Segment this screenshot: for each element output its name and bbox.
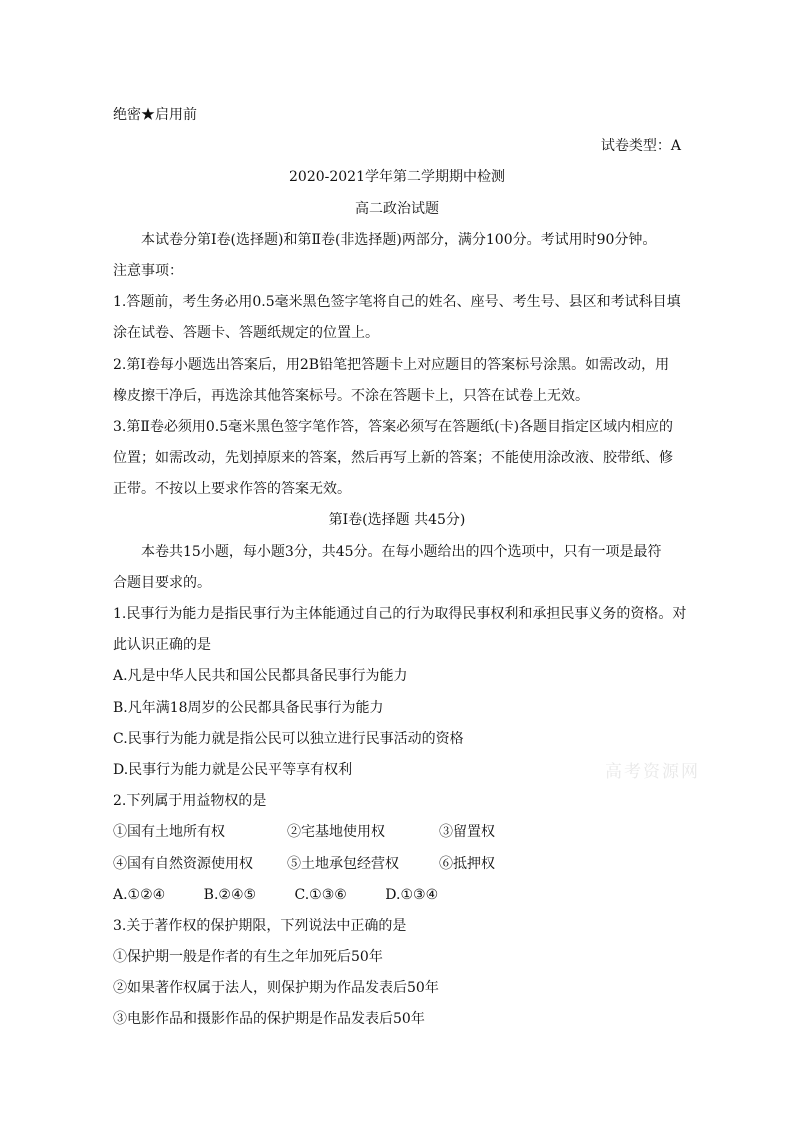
- item: ③留置权: [439, 824, 495, 841]
- answer-d: D.①③④: [385, 886, 439, 903]
- item-row: [113, 817, 681, 848]
- option-d: D.民事行为能力就是公民平等享有权利: [113, 761, 353, 778]
- answer-c: C.①③⑥: [294, 886, 347, 903]
- subject-title: 高二政治试题: [355, 200, 439, 217]
- question-stem: 2.下列属于用益物权的是: [113, 793, 267, 810]
- question-stem: 1.民事行为能力是指民事行为主体能通过自己的行为取得民事权利和承担民事义务的资格。对: [113, 606, 687, 622]
- option-b: B.凡年满18周岁的公民都具备民事行为能力: [113, 699, 384, 716]
- question-stem: 此认识正确的是: [113, 637, 211, 654]
- answer-a: A.①②④: [113, 886, 166, 903]
- notice-line: 位置；如需改动，先划掉原来的答案，然后再写上新的答案；不能使用涂改液、胶带纸、修: [113, 450, 673, 467]
- item: ②如果著作权属于法人，则保护期为作品发表后50年: [113, 980, 439, 997]
- notice-title: 注意事项：: [113, 262, 183, 279]
- watermark: 高考资源网: [605, 762, 700, 782]
- notice-line: 2.第Ⅰ卷每小题选出答案后，用2B铅笔把答题卡上对应题目的答案标号涂黑。如需改动，用: [113, 356, 670, 373]
- option-a: A.凡是中华人民共和国公民都具备民事行为能力: [113, 668, 408, 685]
- paper-type: 试卷类型：A: [600, 138, 681, 155]
- answer-b: B.②④⑤: [203, 886, 257, 903]
- exam-title: 2020-2021学年第二学期期中检测: [289, 169, 505, 186]
- intro-text: 本试卷分第Ⅰ卷(选择题)和第Ⅱ卷(非选择题)两部分，满分100分。考试用时90分钟。: [141, 231, 657, 248]
- answer-row: [113, 880, 681, 911]
- notice-line: 涂在试卷、答题卡、答题纸规定的位置上。: [113, 325, 379, 342]
- secret-label: 绝密★启用前: [113, 107, 197, 123]
- item: ①国有土地所有权: [113, 824, 225, 841]
- question-stem: 3.关于著作权的保护期限，下列说法中正确的是: [113, 917, 407, 934]
- notice-line: 3.第Ⅱ卷必须用0.5毫米黑色签字笔作答，答案必须写在答题纸(卡)各题目指定区域内相应的: [113, 418, 674, 435]
- section-title: 第Ⅰ卷(选择题 共45分): [328, 512, 466, 529]
- notice-line: 橡皮擦干净后，再选涂其他答案标号。不涂在答题卡上，只答在试卷上无效。: [113, 387, 589, 404]
- section-desc: 合题目要求的。: [113, 574, 211, 591]
- item: ①保护期一般是作者的有生之年加死后50年: [113, 949, 383, 966]
- item: ⑥抵押权: [439, 855, 495, 872]
- item: ④国有自然资源使用权: [113, 855, 253, 872]
- section-desc: 本卷共15小题，每小题3分，共45分。在每小题给出的四个选项中，只有一项是最符: [141, 543, 662, 560]
- item: ②宅基地使用权: [287, 824, 385, 841]
- item: ③电影作品和摄影作品的保护期是作品发表后50年: [113, 1011, 425, 1028]
- item-row: [113, 849, 681, 880]
- option-c: C.民事行为能力就是指公民可以独立进行民事活动的资格: [113, 730, 464, 747]
- exam-page: [113, 100, 687, 1036]
- notice-line: 1.答题前，考生务必用0.5毫米黑色签字笔将自己的姓名、座号、考生号、县区和考试科目填: [113, 294, 681, 311]
- item: ⑤土地承包经营权: [287, 855, 399, 872]
- notice-line: 正带。不按以上要求作答的答案无效。: [113, 481, 351, 498]
